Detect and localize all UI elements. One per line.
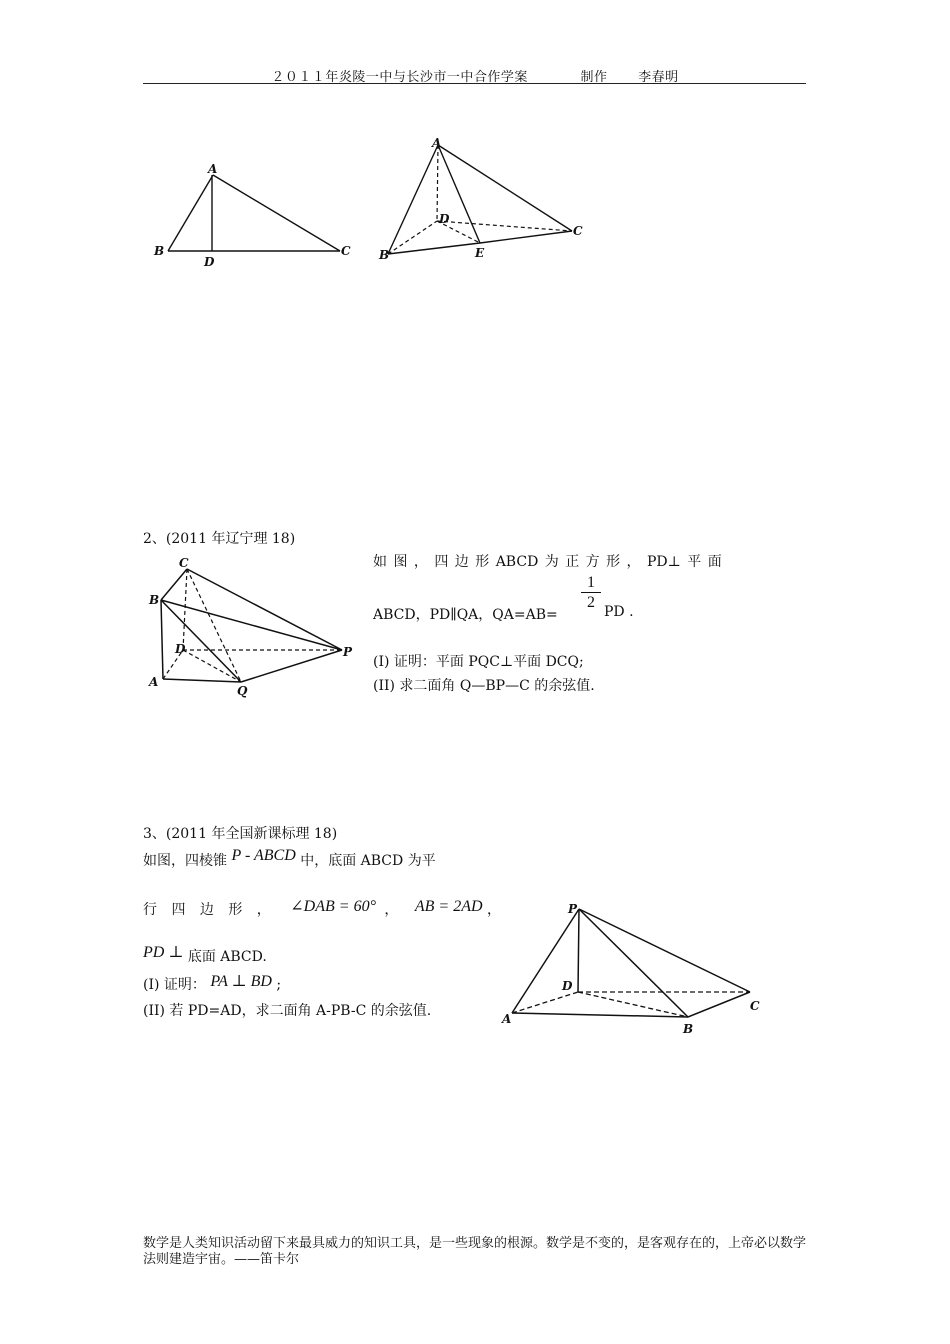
problem3-part1 [143, 974, 281, 994]
label-b: B [379, 248, 390, 262]
figure-problem3 [498, 895, 773, 1045]
label-q: Q [237, 684, 248, 698]
problem3-line1-prefix: 如图，四棱锥 [143, 853, 227, 869]
edge-ab [512, 1013, 688, 1017]
problem3-angle: ∠DAB = 60° [290, 898, 376, 915]
problem3-part1-math: PA ⊥ BD [210, 973, 272, 990]
edge-cp [187, 569, 342, 650]
edge-ae [438, 145, 480, 243]
problem3-part1-prefix: (I) 证明： [143, 977, 206, 993]
edge-ad [512, 992, 578, 1013]
problem2-part1: (I) 证明：平面 PQC⊥平面 DCQ; [373, 654, 584, 670]
edge-qp [241, 650, 342, 682]
problem3-sep: ， [384, 902, 399, 918]
label-b: B [683, 1022, 694, 1036]
edge-bp [161, 600, 342, 650]
problem3-line3-suffix: 底面 ABCD. [187, 949, 267, 965]
label-a: A [502, 1012, 512, 1026]
header-title: ２０１１年炎陵一中与长沙市一中合作学案 [271, 70, 528, 85]
label-a: A [432, 136, 442, 150]
fraction-numerator: 1 [581, 574, 601, 593]
edge-cd [183, 569, 187, 650]
edge-pd [578, 909, 579, 992]
problem2-line2 [373, 574, 558, 623]
edge-pb [579, 909, 688, 1017]
label-d: D [204, 255, 215, 269]
label-a: A [149, 675, 159, 689]
label-c: C [750, 999, 760, 1013]
problem2-line2-suffix: PD . [604, 604, 634, 620]
edge-ac [438, 145, 572, 231]
problem3-line1-suffix: 中，底面 ABCD 为平 [300, 853, 436, 869]
fraction-denominator: 2 [587, 594, 595, 611]
edge-bc [161, 569, 187, 600]
label-b: B [149, 593, 160, 607]
edge-cq [187, 569, 241, 682]
problem2-line1: 如 图 ， 四 边 形 ABCD 为 正 方 形 ， PD⊥ 平 面 [373, 554, 722, 570]
figure-triangle-altitude [150, 160, 365, 270]
edge-db [578, 992, 688, 1017]
edge-bq [161, 600, 241, 682]
problem3-line3 [143, 946, 267, 966]
problem3-part1-end: ; [276, 977, 282, 993]
label-e: E [475, 246, 485, 260]
problem3-line2 [143, 899, 501, 919]
problem3-line1 [143, 847, 436, 870]
problem2-title: 2、(2011 年辽宁理 18) [143, 531, 296, 547]
edge-ec [480, 231, 572, 243]
label-c: C [179, 556, 189, 570]
label-a: A [208, 162, 218, 176]
problem2-fraction [581, 574, 601, 613]
label-p: P [343, 645, 353, 659]
edge-ab [161, 600, 163, 679]
label-c: C [573, 224, 583, 238]
edge-ab [168, 175, 213, 251]
figure-tetrahedron [375, 133, 590, 268]
label-b: B [154, 244, 165, 258]
edge-aq [163, 679, 241, 682]
label-c: C [341, 244, 351, 258]
edge-ad [437, 145, 438, 221]
label-d: D [175, 642, 186, 656]
problem2-part2: (II) 求二面角 Q—BP—C 的余弦值. [373, 678, 595, 694]
label-d: D [562, 979, 573, 993]
edge-pc [579, 909, 750, 992]
problem3-pd-perp: PD ⊥ [143, 944, 184, 961]
header-author: 李春明 [638, 70, 679, 85]
problem3-line1-math: P - ABCD [231, 847, 296, 864]
footer-quote: 数学是人类知识活动留下来最具威力的知识工具，是一些现象的根源。数学是不变的，是客观存在的，上帝必以数学法则建造宇宙。——笛卡尔 [143, 1236, 807, 1267]
problem3-line2-prefix: 行 四 边 形 ， [143, 902, 276, 918]
header-rule [143, 83, 806, 84]
header-maker-label: 制作 [580, 70, 608, 85]
edge-pa [512, 909, 579, 1013]
problem3-part2: (II) 若 PD=AD，求二面角 A-PB-C 的余弦值. [143, 1003, 432, 1019]
edge-ac [213, 175, 340, 251]
problem3-ab-eq: AB = 2AD [414, 898, 483, 915]
figure-problem2 [145, 553, 360, 698]
edge-dq [183, 650, 241, 682]
label-p: P [568, 902, 578, 916]
edge-dc [437, 221, 572, 231]
label-d: D [439, 212, 450, 226]
problem3-line2-end: ， [487, 902, 501, 918]
edge-bc [688, 992, 750, 1017]
problem2-line2-prefix: ABCD，PD∥QA，QA=AB= [373, 607, 558, 623]
problem3-title: 3、(2011 年全国新课标理 18) [143, 826, 338, 842]
